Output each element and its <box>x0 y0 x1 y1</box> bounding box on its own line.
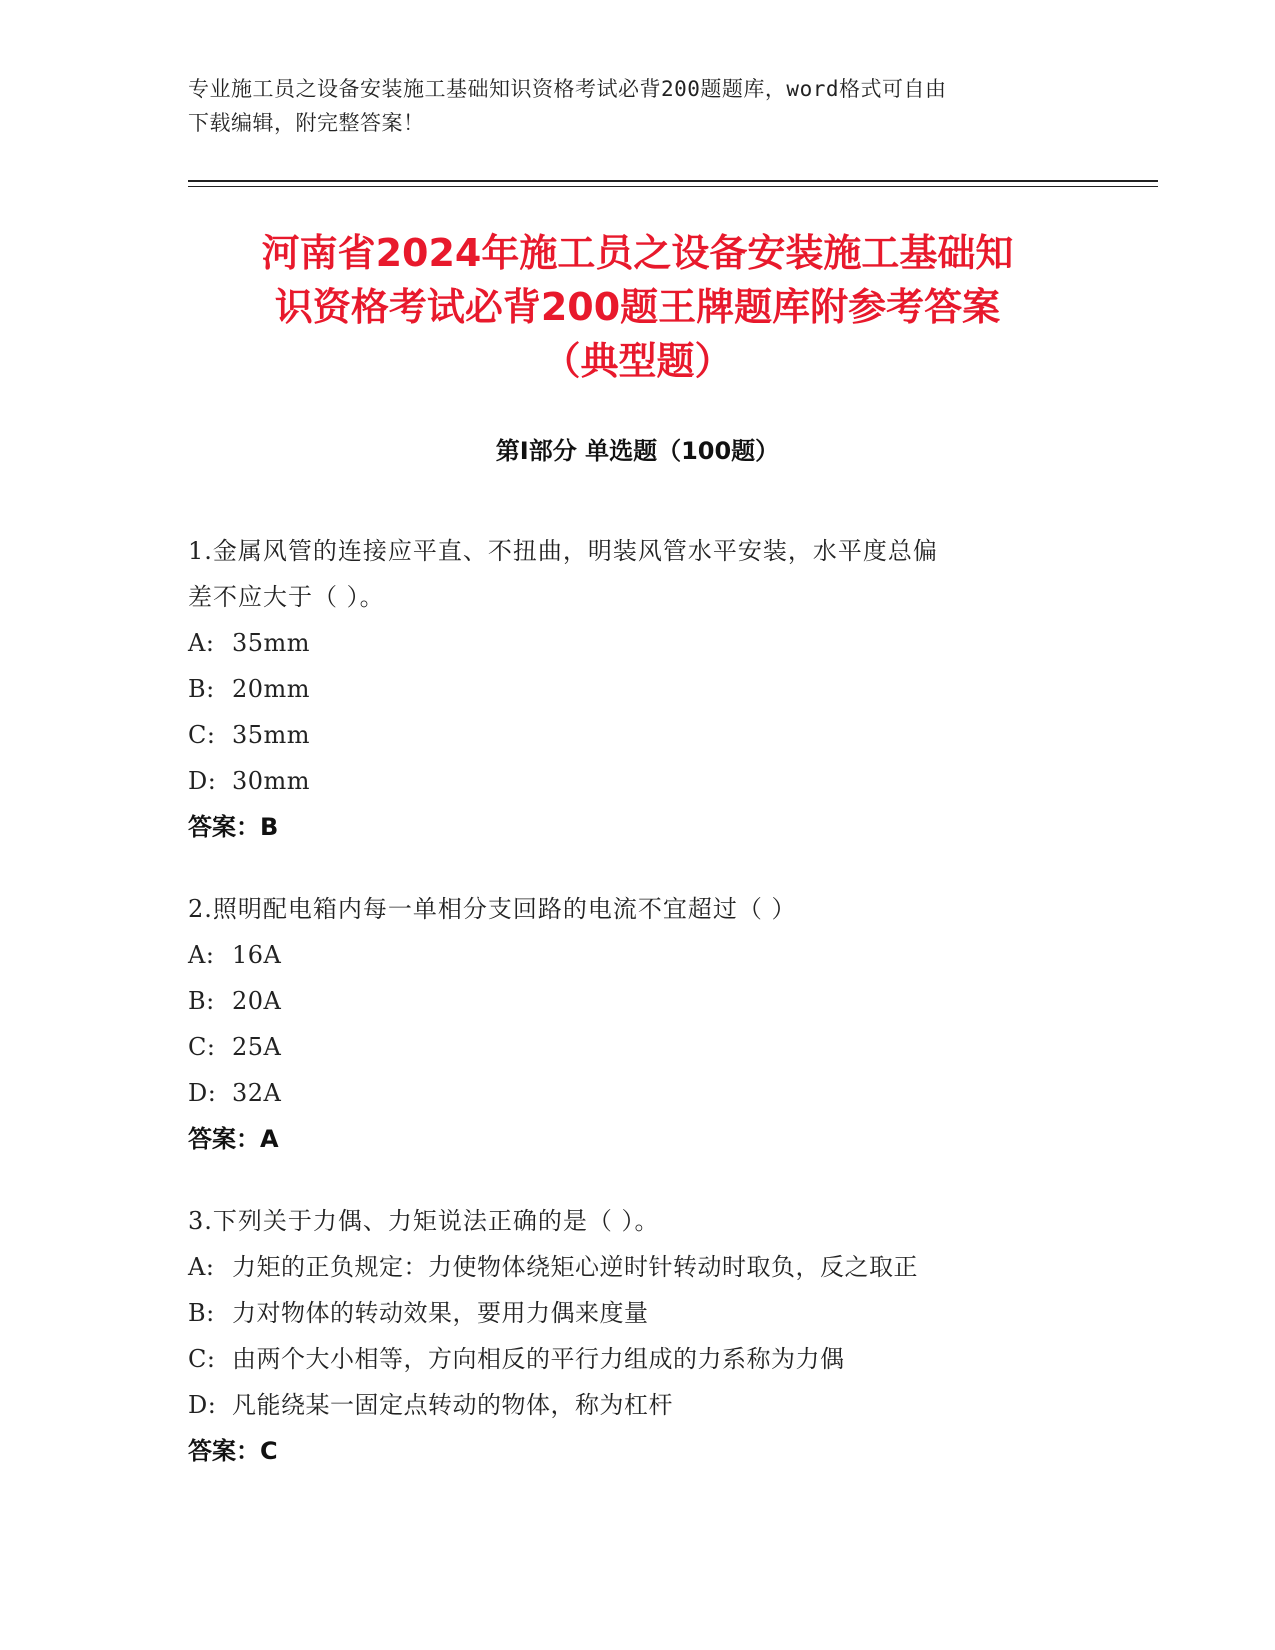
option-text: 20mm <box>232 675 311 703</box>
option-text: 16A <box>232 941 282 969</box>
option-text: 25A <box>232 1033 282 1061</box>
document-title-line-3: （典型题） <box>542 339 733 383</box>
option-text: 32A <box>232 1079 282 1107</box>
option-c <box>188 1024 1088 1070</box>
option-key: D: <box>188 767 217 795</box>
option-key: D: <box>188 1391 217 1419</box>
option-d <box>188 1382 1088 1428</box>
option-c <box>188 1336 1088 1382</box>
option-key: D: <box>188 1079 217 1107</box>
question-stem: 2.照明配电箱内每一单相分支回路的电流不宜超过（ ） <box>188 895 797 923</box>
question-stem: 3.下列关于力偶、力矩说法正确的是（ ）。 <box>188 1207 660 1235</box>
answer: 答案：B <box>188 813 279 841</box>
option-key: A: <box>188 941 215 969</box>
option-text: 由两个大小相等，方向相反的平行力组成的力系称为力偶 <box>232 1345 845 1373</box>
option-key: B: <box>188 1299 215 1327</box>
question-stem-continued: 差不应大于（ ）。 <box>188 583 385 611</box>
answer: 答案：A <box>188 1125 279 1153</box>
option-key: A: <box>188 1253 215 1281</box>
option-d <box>188 1070 1088 1116</box>
option-text: 35mm <box>232 721 311 749</box>
option-key: A: <box>188 629 215 657</box>
option-text: 凡能绕某一固定点转动的物体，称为杠杆 <box>232 1391 673 1419</box>
option-text: 力对物体的转动效果，要用力偶来度量 <box>232 1299 649 1327</box>
option-a <box>188 1244 1088 1290</box>
document-title-line-2: 识资格考试必背200题王牌题库附参考答案 <box>274 285 1001 329</box>
header-divider-thin <box>188 186 1158 187</box>
option-text: 35mm <box>232 629 311 657</box>
option-b <box>188 1290 1088 1336</box>
option-a <box>188 932 1088 978</box>
header-note-line-2: 下载编辑，附完整答案！ <box>188 111 425 135</box>
document-title <box>150 226 1125 388</box>
question-1 <box>188 528 1088 850</box>
question-3 <box>188 1198 1088 1474</box>
option-b <box>188 666 1088 712</box>
question-stem: 1.金属风管的连接应平直、不扭曲，明装风管水平安装，水平度总偏 <box>188 537 938 565</box>
header-note-line-1: 专业施工员之设备安装施工基础知识资格考试必背200题题库，word格式可自由 <box>188 77 947 101</box>
question-2 <box>188 886 1088 1162</box>
option-key: B: <box>188 987 215 1015</box>
document-title-line-1: 河南省2024年施工员之设备安装施工基础知 <box>261 231 1014 275</box>
option-b <box>188 978 1088 1024</box>
section-title: 第Ⅰ部分 单选题（100题） <box>495 437 780 465</box>
option-d <box>188 758 1088 804</box>
option-key: C: <box>188 1345 216 1373</box>
option-key: C: <box>188 721 216 749</box>
header-note <box>188 72 1068 140</box>
header-divider <box>188 180 1158 182</box>
option-text: 20A <box>232 987 282 1015</box>
option-key: C: <box>188 1033 216 1061</box>
option-text: 30mm <box>232 767 311 795</box>
answer: 答案：C <box>188 1437 278 1465</box>
option-text: 力矩的正负规定：力使物体绕矩心逆时针转动时取负，反之取正 <box>232 1253 918 1281</box>
option-c <box>188 712 1088 758</box>
option-a <box>188 620 1088 666</box>
option-key: B: <box>188 675 215 703</box>
question-list <box>188 528 1088 1510</box>
